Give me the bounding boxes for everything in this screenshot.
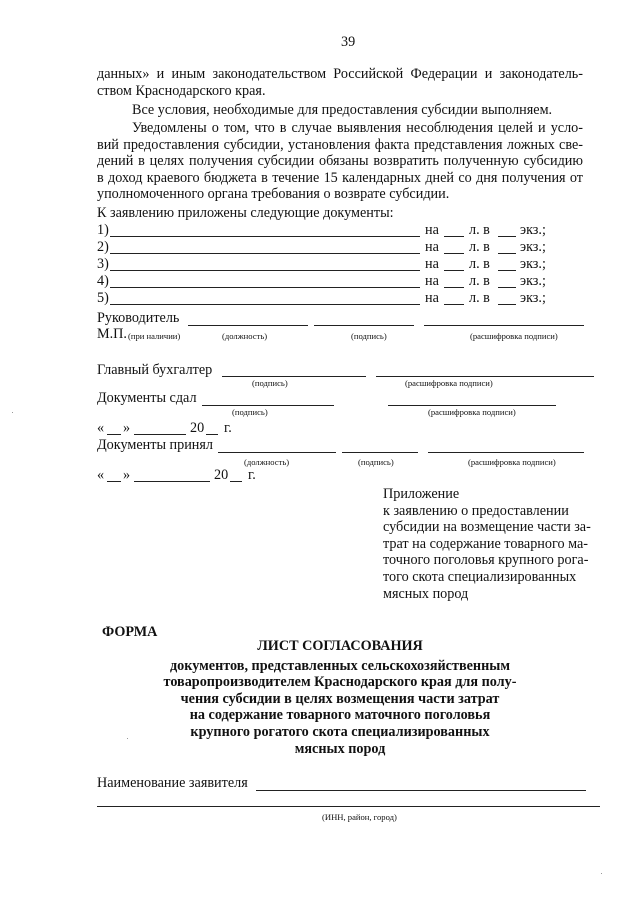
received-decoding-line[interactable] xyxy=(428,452,584,453)
pages-count-line[interactable] xyxy=(444,236,464,237)
copies-prefix: л. в xyxy=(469,273,490,289)
received-label: Документы принял xyxy=(97,437,213,453)
submitted-decoding-line[interactable] xyxy=(388,405,556,406)
notice-line: Уведомлены о том, что в случае выявления несоблюдения целей и усло- xyxy=(132,120,583,136)
pages-prefix: на xyxy=(425,273,439,289)
head-decoding-caption: (расшифровка подписи) xyxy=(470,331,558,341)
sheet-subtitle-line: мясных пород xyxy=(294,740,386,757)
copies-prefix: л. в xyxy=(469,239,490,255)
accountant-signature-caption: (подпись) xyxy=(252,378,288,388)
submitted-label: Документы сдал xyxy=(97,390,197,406)
notice-paragraph xyxy=(97,120,583,203)
submitted-month-line[interactable] xyxy=(134,434,186,435)
document-name-line[interactable] xyxy=(110,304,420,305)
scan-speck xyxy=(601,873,602,874)
copies-count-line[interactable] xyxy=(498,236,516,237)
pages-count-line[interactable] xyxy=(444,270,464,271)
submitted-signature-line[interactable] xyxy=(202,405,334,406)
received-month-line[interactable] xyxy=(134,481,210,482)
row-number: 2) xyxy=(97,239,109,255)
intro-paragraph xyxy=(97,66,583,99)
appendix-line: мясных пород xyxy=(383,585,469,602)
copies-count-line[interactable] xyxy=(498,287,516,288)
appendix-line: точного поголовья крупного рога- xyxy=(383,552,589,569)
appendix-line: Приложение xyxy=(383,486,460,502)
head-decoding-line[interactable] xyxy=(424,325,584,326)
pages-prefix: на xyxy=(425,222,439,238)
submitted-year-prefix: 20 xyxy=(190,420,205,436)
copies-count-line[interactable] xyxy=(498,270,516,271)
submitted-year-suffix: г. xyxy=(224,420,232,436)
copies-prefix: л. в xyxy=(469,290,490,306)
document-name-line[interactable] xyxy=(110,236,420,237)
submitted-year-line[interactable] xyxy=(206,434,218,435)
sheet-subtitle-line: документов, представленных сельскохозяйственным xyxy=(169,657,510,674)
intro-line: данных» и иным законодательством Российской Федерации и законодатель- xyxy=(97,66,583,82)
page-number: 39 xyxy=(341,34,356,50)
received-signature-caption: (подпись) xyxy=(358,457,394,467)
head-position-line[interactable] xyxy=(188,325,308,326)
document-name-line[interactable] xyxy=(110,253,420,254)
accountant-decoding-line[interactable] xyxy=(376,376,594,377)
applicant-details-line[interactable] xyxy=(97,806,600,807)
form-label: ФОРМА xyxy=(102,624,158,640)
copies-count-line[interactable] xyxy=(498,253,516,254)
received-signature-line[interactable] xyxy=(342,452,418,453)
received-year-suffix: г. xyxy=(248,467,256,483)
accountant-signature-line[interactable] xyxy=(222,376,366,377)
copies-suffix: экз.; xyxy=(520,222,546,238)
applicant-name-line[interactable] xyxy=(256,790,586,791)
accountant-label: Главный бухгалтер xyxy=(97,362,213,378)
pages-count-line[interactable] xyxy=(444,253,464,254)
row-number: 4) xyxy=(97,273,109,289)
head-position-caption: (должность) xyxy=(222,331,268,341)
submitted-date-close: » xyxy=(123,420,131,436)
sheet-subtitle-line: на содержание товарного маточного поголовья xyxy=(189,707,491,724)
appendix-line: к заявлению о предоставлении xyxy=(383,502,569,519)
appendix-block xyxy=(383,486,591,602)
received-decoding-caption: (расшифровка подписи) xyxy=(468,457,556,467)
received-position-line[interactable] xyxy=(218,452,336,453)
submitted-day-line[interactable] xyxy=(107,434,121,435)
notice-line: вий предоставления субсидии, установления факта представления ложных све- xyxy=(97,136,583,153)
appendix-line: субсидии на возмещение части за- xyxy=(383,519,591,536)
appendix-line: трат на содержание товарного ма- xyxy=(383,535,589,552)
received-year-prefix: 20 xyxy=(214,467,229,483)
received-day-line[interactable] xyxy=(107,481,121,482)
mp-label: М.П. xyxy=(97,326,127,342)
copies-suffix: экз.; xyxy=(520,239,546,255)
document-name-line[interactable] xyxy=(110,270,420,271)
pages-prefix: на xyxy=(425,239,439,255)
copies-suffix: экз.; xyxy=(520,290,546,306)
head-signature-caption: (подпись) xyxy=(351,331,387,341)
row-number: 5) xyxy=(97,290,109,306)
submitted-decoding-caption: (расшифровка подписи) xyxy=(428,407,516,417)
copies-suffix: экз.; xyxy=(520,273,546,289)
intro-line: ством Краснодарского края. xyxy=(97,82,266,99)
accountant-decoding-caption: (расшифровка подписи) xyxy=(405,378,493,388)
copies-count-line[interactable] xyxy=(498,304,516,305)
pages-count-line[interactable] xyxy=(444,287,464,288)
mp-note: (при наличии) xyxy=(128,331,181,341)
attachments-heading: К заявлению приложены следующие документы: xyxy=(97,205,394,221)
pages-prefix: на xyxy=(425,290,439,306)
head-signature-line[interactable] xyxy=(314,325,414,326)
sheet-subtitle-line: чения субсидии в целях возмещения части затрат xyxy=(180,690,500,707)
appendix-line: того скота специализированных xyxy=(383,568,577,585)
head-label: Руководитель xyxy=(97,310,180,326)
pages-count-line[interactable] xyxy=(444,304,464,305)
submitted-signature-caption: (подпись) xyxy=(232,407,268,417)
applicant-label: Наименование заявителя xyxy=(97,775,248,791)
copies-suffix: экз.; xyxy=(520,256,546,272)
sheet-subtitle-line: крупного рогатого скота специализированных xyxy=(190,723,490,740)
scan-speck xyxy=(12,412,13,413)
received-date-open: « xyxy=(97,467,105,483)
applicant-caption: (ИНН, район, город) xyxy=(322,812,397,822)
pages-prefix: на xyxy=(425,256,439,272)
sheet-title: ЛИСТ СОГЛАСОВАНИЯ xyxy=(257,638,423,654)
submitted-date-open: « xyxy=(97,420,105,436)
notice-line: уполномоченного органа требования о возврате субсидии. xyxy=(97,186,450,203)
row-number: 3) xyxy=(97,256,109,272)
notice-line: в доход краевого бюджета в течение 15 календарных дней со дня получения от xyxy=(97,169,583,186)
conditions-text: Все условия, необходимые для предоставления субсидии выполняем. xyxy=(132,102,553,118)
scan-speck xyxy=(127,738,128,739)
received-position-caption: (должность) xyxy=(244,457,290,467)
copies-prefix: л. в xyxy=(469,256,490,272)
sheet-subtitle-line: товаропроизводителем Краснодарского края для полу- xyxy=(163,674,517,691)
row-number: 1) xyxy=(97,222,109,238)
document-name-line[interactable] xyxy=(110,287,420,288)
received-date-close: » xyxy=(123,467,131,483)
sheet-title-block xyxy=(120,638,560,757)
received-year-line[interactable] xyxy=(230,481,242,482)
notice-line: дений в целях получения субсидии обязаны возвратить полученную субсидию xyxy=(97,153,583,170)
copies-prefix: л. в xyxy=(469,222,490,238)
